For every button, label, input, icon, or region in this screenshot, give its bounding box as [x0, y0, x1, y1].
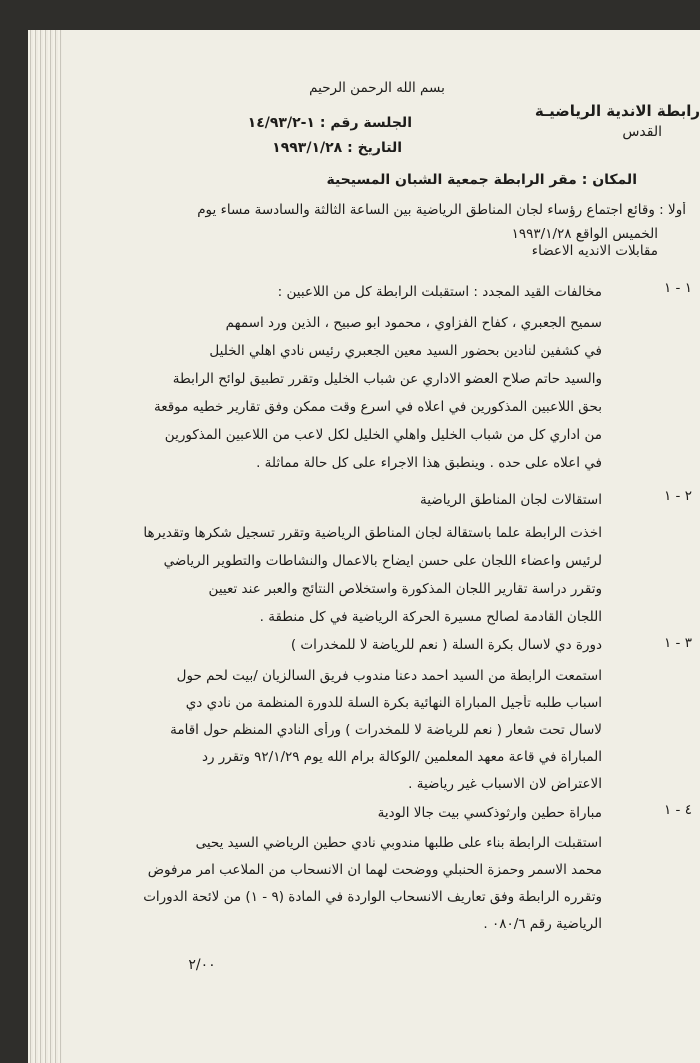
session-number: الجلسة رقم : ١-١٤/٩٣/٢	[247, 115, 412, 131]
item-heading-3: دورة دي لاسال بكرة السلة ( نعم للرياضة لا للمخدرات )	[291, 637, 602, 653]
item-4-line: الرياضية رقم ٠٨٠/٦ .	[483, 916, 602, 932]
item-2-line: لرئيس واعضاء اللجان على حسن ايضاح بالاعمال والنشاطات والتطوير الرياضي	[163, 553, 602, 569]
item-1-line: والسيد حاتم صلاح العضو الاداري عن شباب الخليل وتقرر تطبيق لوائح الرابطة	[172, 371, 602, 387]
item-heading-1: مخالفات القيد المجدد : استقبلت الرابطة كل من اللاعبين :	[278, 284, 602, 300]
organization-name: رابطة الاندية الرياضيـة	[534, 102, 700, 120]
item-1-line: في اعلاه على حده . وينطبق هذا الاجراء على كل حالة مماثلة .	[256, 455, 602, 471]
item-number-4: ٤ - ١	[664, 802, 692, 818]
members-clubs-heading: مقابلات الانديه الاعضاء	[532, 243, 658, 259]
item-3-line: اسباب طلبه تأجيل المباراة النهائية بكرة السلة للدورة المنظمة من نادي دي	[185, 695, 602, 711]
item-1-line: في كشفين لنادين بحضور السيد معين الجعبري رئيس نادي اهلي الخليل	[209, 343, 602, 359]
item-number-3: ٣ - ١	[664, 635, 692, 651]
item-1-line: من اداري كل من شباب الخليل واهلي الخليل لكل لاعب من اللاعبين المذكورين	[164, 427, 602, 443]
item-2-line: اخذت الرابطة علما باستقالة لجان المناطق الرياضية وتقرر تسجيل شكرها وتقديرها	[143, 525, 602, 541]
item-1-line: سميح الجعبري ، كفاح الفزاوي ، محمود ابو صبيح ، الذين ورد اسمهم	[225, 315, 602, 331]
item-3-line: لاسال تحت شعار ( نعم للرياضة لا للمخدرات ) ورأى النادي المنظم حول اقامة	[170, 722, 602, 738]
item-number-2: ٢ - ١	[664, 488, 692, 504]
item-heading-2: استقالات لجان المناطق الرياضية	[420, 492, 602, 508]
item-3-line: استمعت الرابطة من السيد احمد دعنا مندوب فريق السالزيان /بيت لحم حول	[176, 668, 602, 684]
item-1-line: بحق اللاعبين المذكورين في اعلاه في اسرع وقت ممكن وفق تقارير خطيه موقعة	[153, 399, 602, 415]
basmala: بسم الله الرحمن الرحيم	[309, 80, 445, 96]
item-number-1: ١ - ١	[664, 280, 692, 296]
item-4-line: محمد الاسمر وحمزة الحنبلي ووضحت لهما ان الانسحاب من الملاعب امر مرفوض	[147, 862, 602, 878]
item-2-line: وتقرر دراسة تقارير اللجان المذكورة واستخلاص النتائج والعبر عند تعيين	[208, 581, 602, 597]
meeting-place: المكان : مقر الرابطة جمعية الشبان المسيحية	[326, 172, 637, 188]
item-3-line: الاعتراض لان الاسباب غير رياضية .	[408, 776, 602, 792]
city-name: القدس	[622, 124, 662, 140]
document-page	[62, 30, 700, 1063]
item-2-line: اللجان القادمة لصالح مسيرة الحركة الرياضية في كل منطقة .	[259, 609, 602, 625]
session-date: التاريخ : ١٩٩٣/١/٢٨	[272, 140, 402, 156]
item-3-line: المباراة في قاعة معهد المعلمين /الوكالة برام الله يوم ٩٢/١/٢٩ وتقرر رد	[201, 749, 602, 765]
page-number: ٢/٠٠	[188, 957, 216, 973]
item-4-line: وتقرره الرابطة وفق تعاريف الانسحاب الواردة في المادة (٩ - ١) من لائحة الدورات	[143, 889, 602, 905]
item-heading-4: مباراة حطين وارثوذكسي بيت جالا الودية	[378, 805, 602, 821]
intro-line-2: الخميس الواقع ١٩٩٣/١/٢٨	[511, 226, 658, 242]
item-4-line: استقبلت الرابطة بناء على طلبها مندوبي نادي حطين الرياضي السيد يحيى	[195, 835, 602, 851]
intro-line-1: أولا : وقائع اجتماع رؤساء لجان المناطق الرياضية بين الساعة الثالثة والسادسة مساء يوم	[197, 202, 686, 218]
